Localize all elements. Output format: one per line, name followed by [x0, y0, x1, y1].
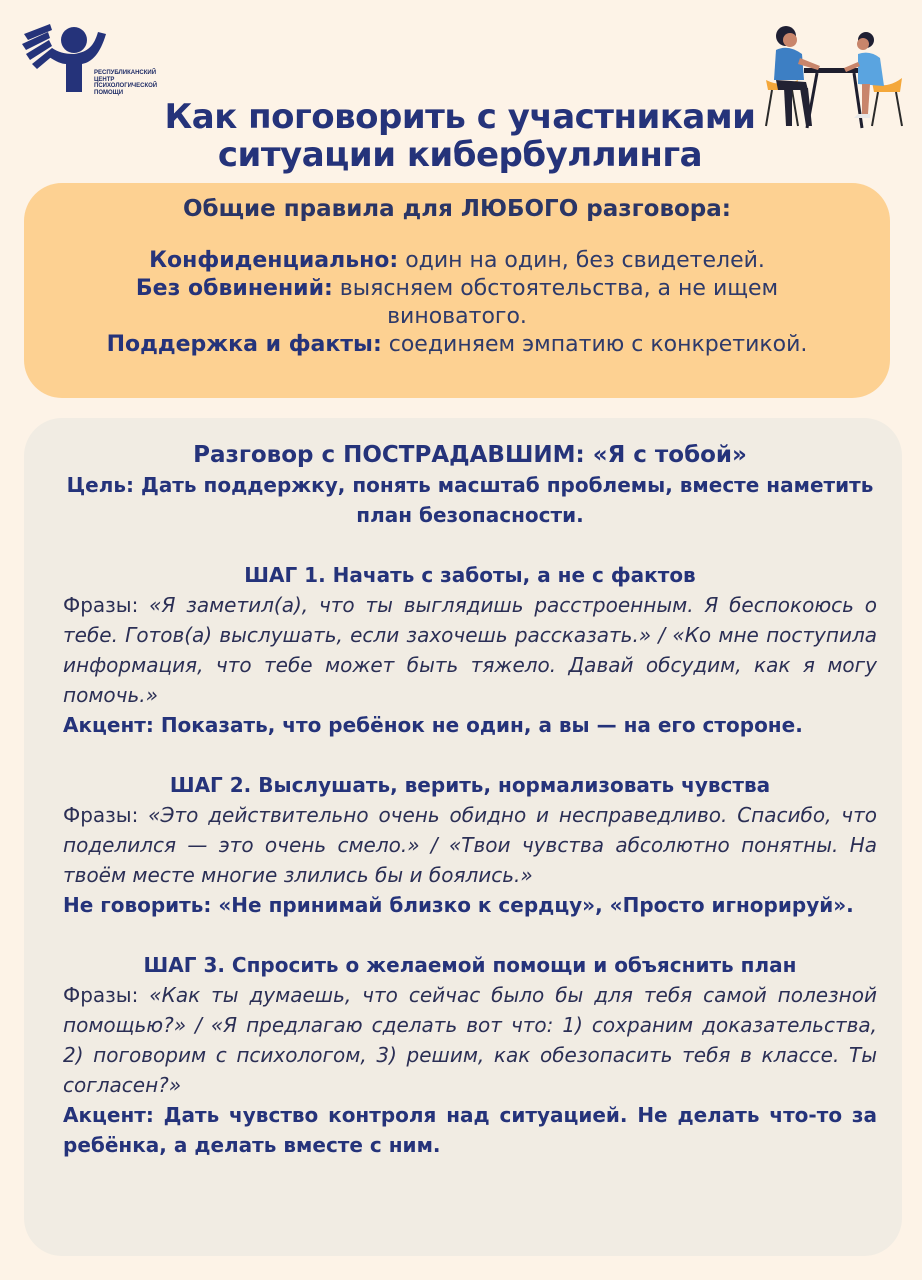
rule-text: один на один, без свидетелей.: [398, 248, 765, 273]
general-rules-box: [24, 183, 890, 398]
rule-item: [64, 275, 850, 331]
victim-conversation-box: [24, 418, 902, 1256]
rule-item: [64, 247, 850, 275]
phrases-text: «Это действительно очень обидно и несправедливо. Спасибо, что поделился — это очень смело.» / «Твои чувства абсолютно понятны. На твоём месте многие злились бы и боялись.»: [63, 803, 877, 887]
page-title: Как поговорить с участниками ситуации кибербуллинга: [164, 97, 756, 175]
victim-goal: Цель: Дать поддержку, понять масштаб проблемы, вместе наметить план безопасности.: [66, 473, 874, 527]
step-3-accent: Акцент: Дать чувство контроля над ситуацией. Не делать что-то за ребёнка, а делать вместе с ним.: [63, 1103, 877, 1157]
rule-label: Конфиденциально:: [149, 248, 399, 273]
step-3-title: ШАГ 3. Спросить о желаемой помощи и объяснить план: [143, 953, 797, 977]
phrases-label: Фразы:: [63, 983, 150, 1007]
phrases-label: Фразы:: [63, 803, 149, 827]
phrases-text: «Я заметил(а), что ты выглядишь расстроенным. Я беспокоюсь о тебе. Готов(а) выслушать, если захочешь рассказать.» / «Ко мне поступила информация, что тебе может быть тяжело. Давай обсудим, как я могу помочь.»: [63, 593, 877, 707]
logo-org-name: РЕСПУБЛИКАНСКИЙ ЦЕНТР ПСИХОЛОГИЧЕСКОЙ ПОМОЩИ: [94, 70, 158, 96]
step-2-title: ШАГ 2. Выслушать, верить, нормализовать чувства: [169, 773, 771, 797]
step-3-phrases: [63, 980, 877, 1100]
rule-text: соединяем эмпатию с конкретикой.: [381, 332, 808, 357]
rules-heading: Общие правила для ЛЮБОГО разговора:: [183, 196, 731, 222]
phrases-label: Фразы:: [63, 593, 150, 617]
step-2-accent: Не говорить: «Не принимай близко к сердцу», «Просто игнорируй».: [63, 893, 854, 917]
rule-label: Без обвинений:: [135, 276, 333, 301]
rule-text: выясняем обстоятельства, а не ищем виноватого.: [332, 276, 779, 329]
step-1-title: ШАГ 1. Начать с заботы, а не с фактов: [244, 563, 696, 587]
step-2-phrases: [63, 800, 877, 890]
phrases-text: «Как ты думаешь, что сейчас было бы для тебя самой полезной помощью?» / «Я предлагаю сделать вот что: 1) сохраним доказательства, 2) поговорим с психологом, 3) решим, как обезопасить тебя в классе. Ты согласен?»: [63, 983, 877, 1097]
step-1-phrases: [63, 590, 877, 710]
rule-item: [64, 331, 850, 359]
victim-section-title: Разговор с ПОСТРАДАВШИМ: «Я с тобой»: [193, 442, 747, 468]
rule-label: Поддержка и факты:: [106, 332, 382, 357]
step-1-accent: Акцент: Показать, что ребёнок не один, а вы — на его стороне.: [63, 713, 803, 737]
